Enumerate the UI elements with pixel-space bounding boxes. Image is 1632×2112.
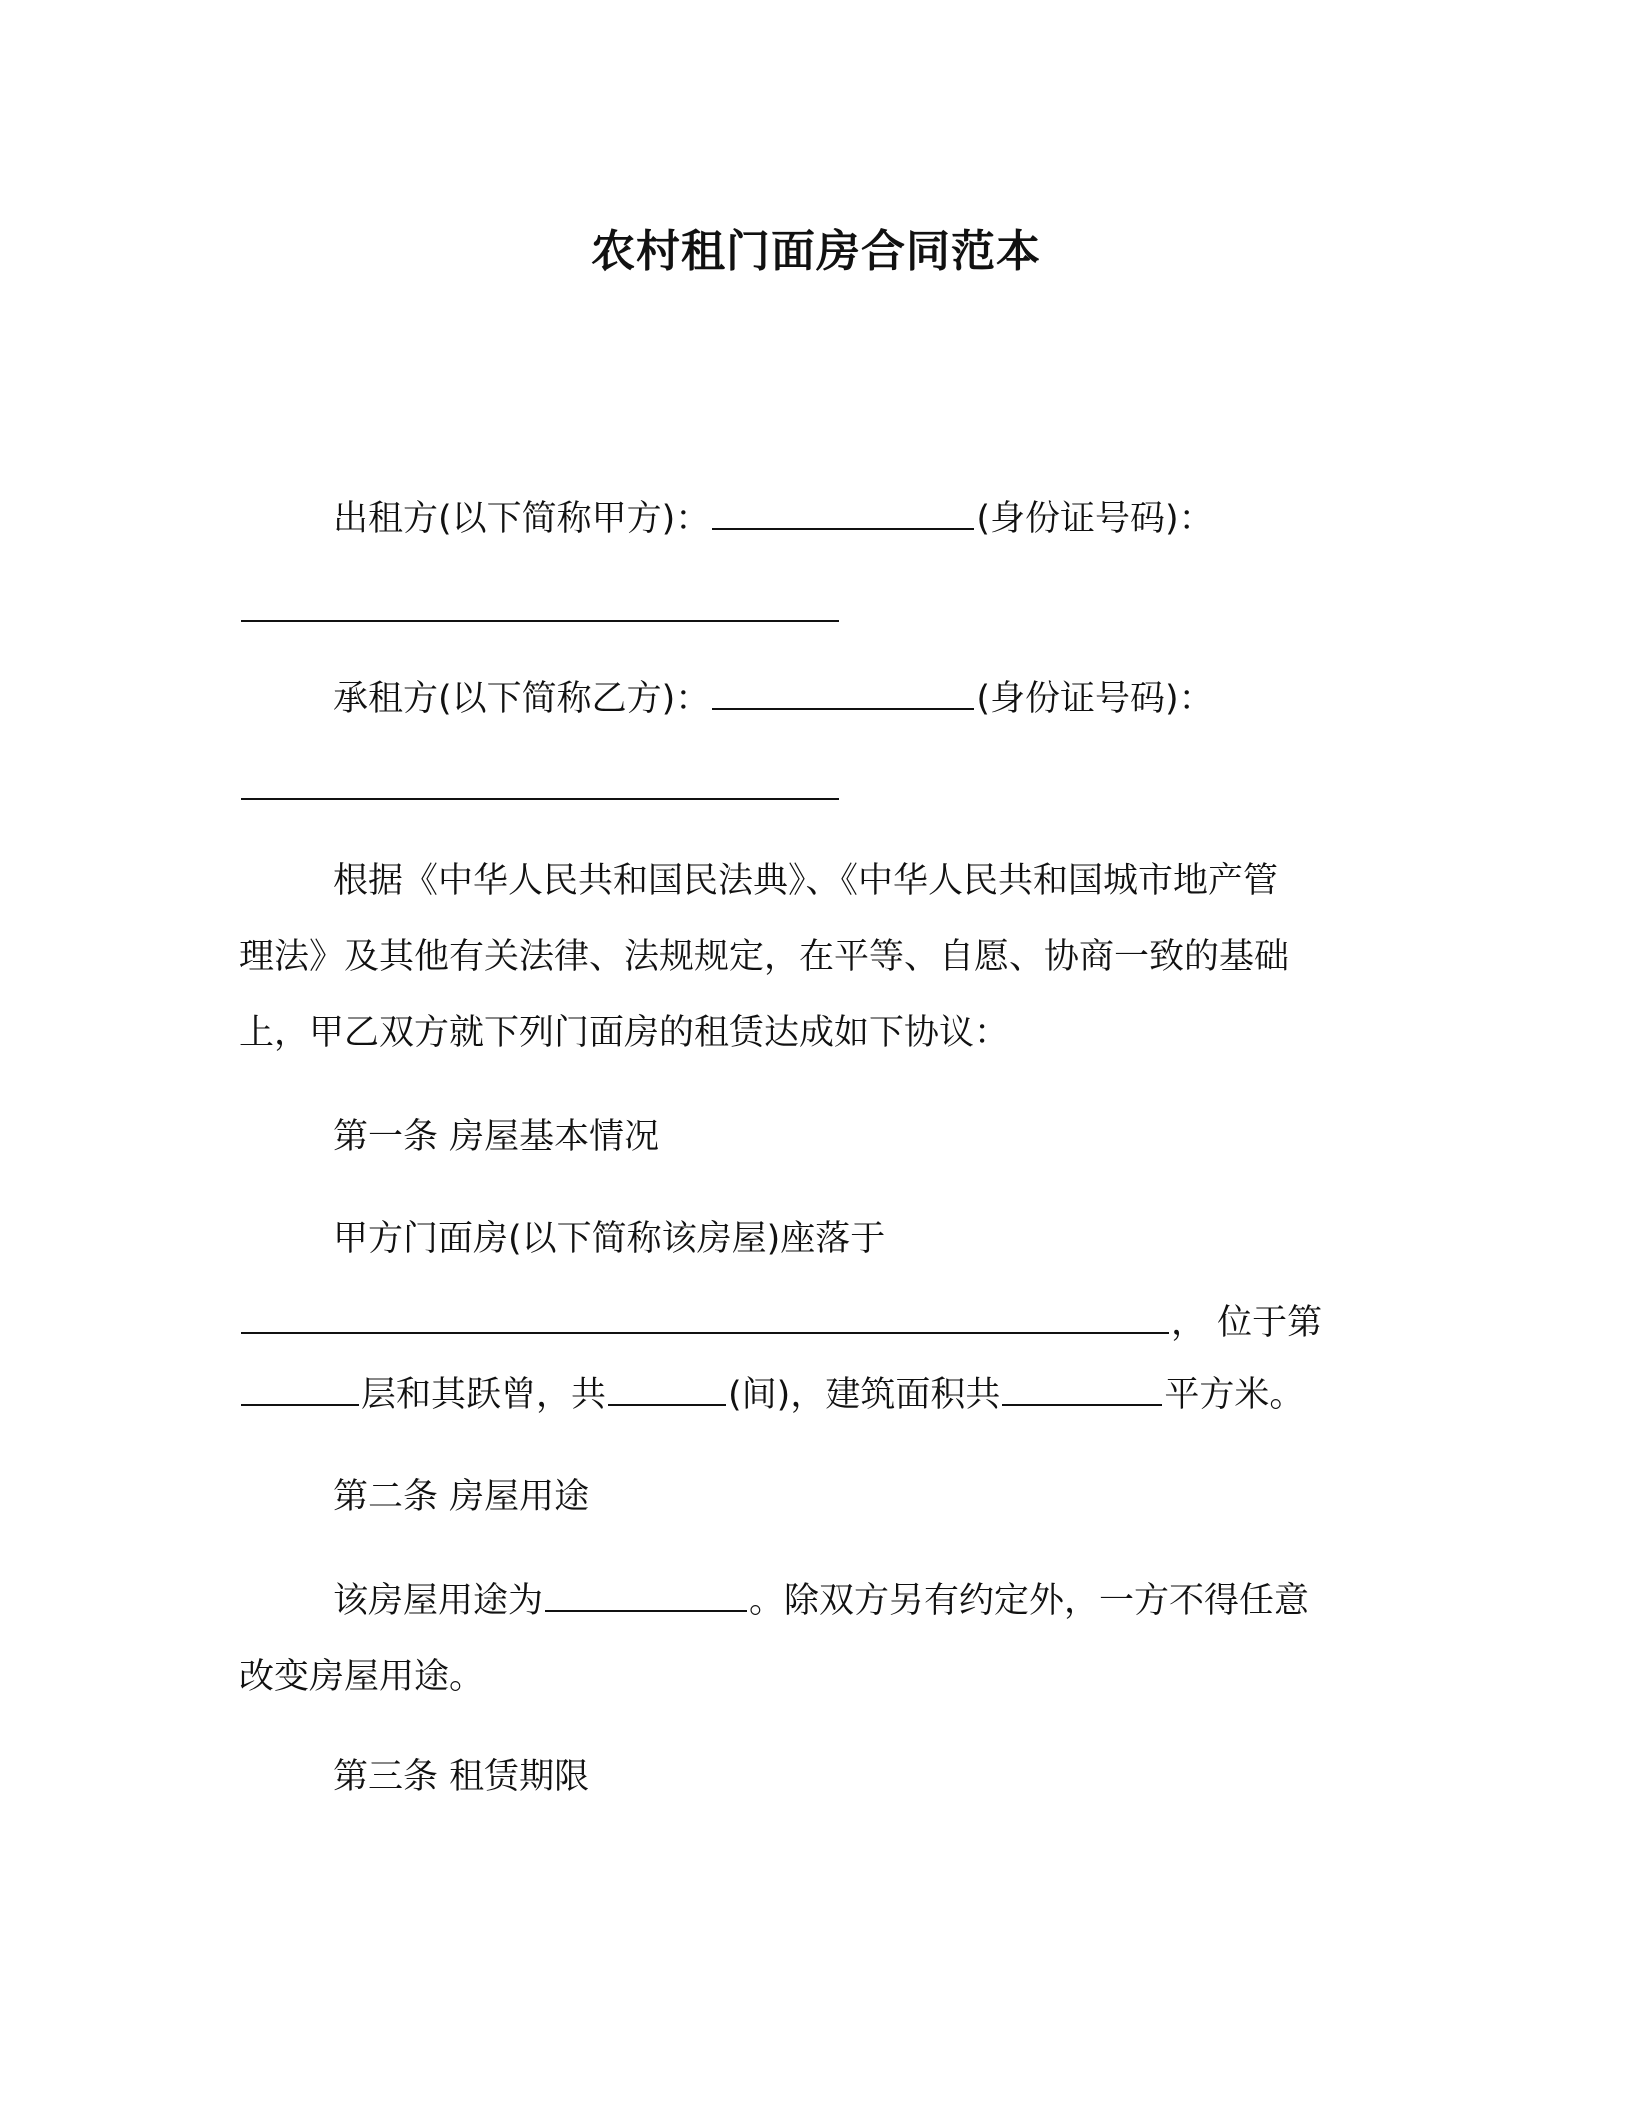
lessee-line [333, 674, 1214, 724]
document-title: 农村租门面房合同范本 [591, 226, 1041, 277]
article1-heading: 第一条 房屋基本情况 [333, 1117, 660, 1157]
rooms-blank [608, 1370, 726, 1406]
article1-line-3 [239, 1370, 1304, 1420]
lessee-id-blank [241, 764, 839, 800]
lessee-id-label: (身份证号码)： [976, 679, 1214, 719]
lessor-id-line [239, 586, 841, 636]
preamble-line-2: 理法》及其他有关法律、法规规定，在平等、自愿、协商一致的基础 [239, 937, 1290, 977]
lessor-id-label: (身份证号码)： [976, 499, 1214, 539]
floor-text: 层和其跃曾，共 [361, 1375, 607, 1415]
lessor-line [333, 494, 1214, 544]
article2-line-2: 改变房屋用途。 [239, 1657, 485, 1697]
lessee-label: 承租方(以下简称乙方)： [333, 679, 711, 719]
address-blank [241, 1298, 1169, 1334]
floor-blank [241, 1370, 359, 1406]
preamble-line-3: 上，甲乙双方就下列门面房的租赁达成如下协议： [239, 1013, 1010, 1053]
article3-heading: 第三条 租赁期限 [333, 1757, 590, 1797]
lessor-label: 出租方(以下简称甲方)： [333, 499, 711, 539]
usage-suffix: 。除双方另有约定外，一方不得任意 [749, 1581, 1310, 1621]
article1-line-1: 甲方门面房(以下简称该房屋)座落于 [333, 1219, 886, 1259]
floor-prefix: ， 位于第 [1171, 1303, 1323, 1343]
lessee-name-blank [712, 674, 974, 710]
area-text: (间)，建筑面积共 [728, 1375, 1001, 1415]
article2-line-1 [333, 1576, 1309, 1626]
lessee-id-line [239, 764, 841, 814]
lessor-name-blank [712, 494, 974, 530]
area-blank [1002, 1370, 1162, 1406]
usage-prefix: 该房屋用途为 [333, 1581, 544, 1621]
article2-heading: 第二条 房屋用途 [333, 1477, 590, 1517]
area-unit: 平方米。 [1164, 1375, 1305, 1415]
lessor-id-blank [241, 586, 839, 622]
article1-line-2 [239, 1298, 1322, 1348]
usage-blank [545, 1576, 747, 1612]
preamble-line-1: 根据《中华人民共和国民法典》、《中华人民共和国城市地产管 [333, 861, 1279, 901]
